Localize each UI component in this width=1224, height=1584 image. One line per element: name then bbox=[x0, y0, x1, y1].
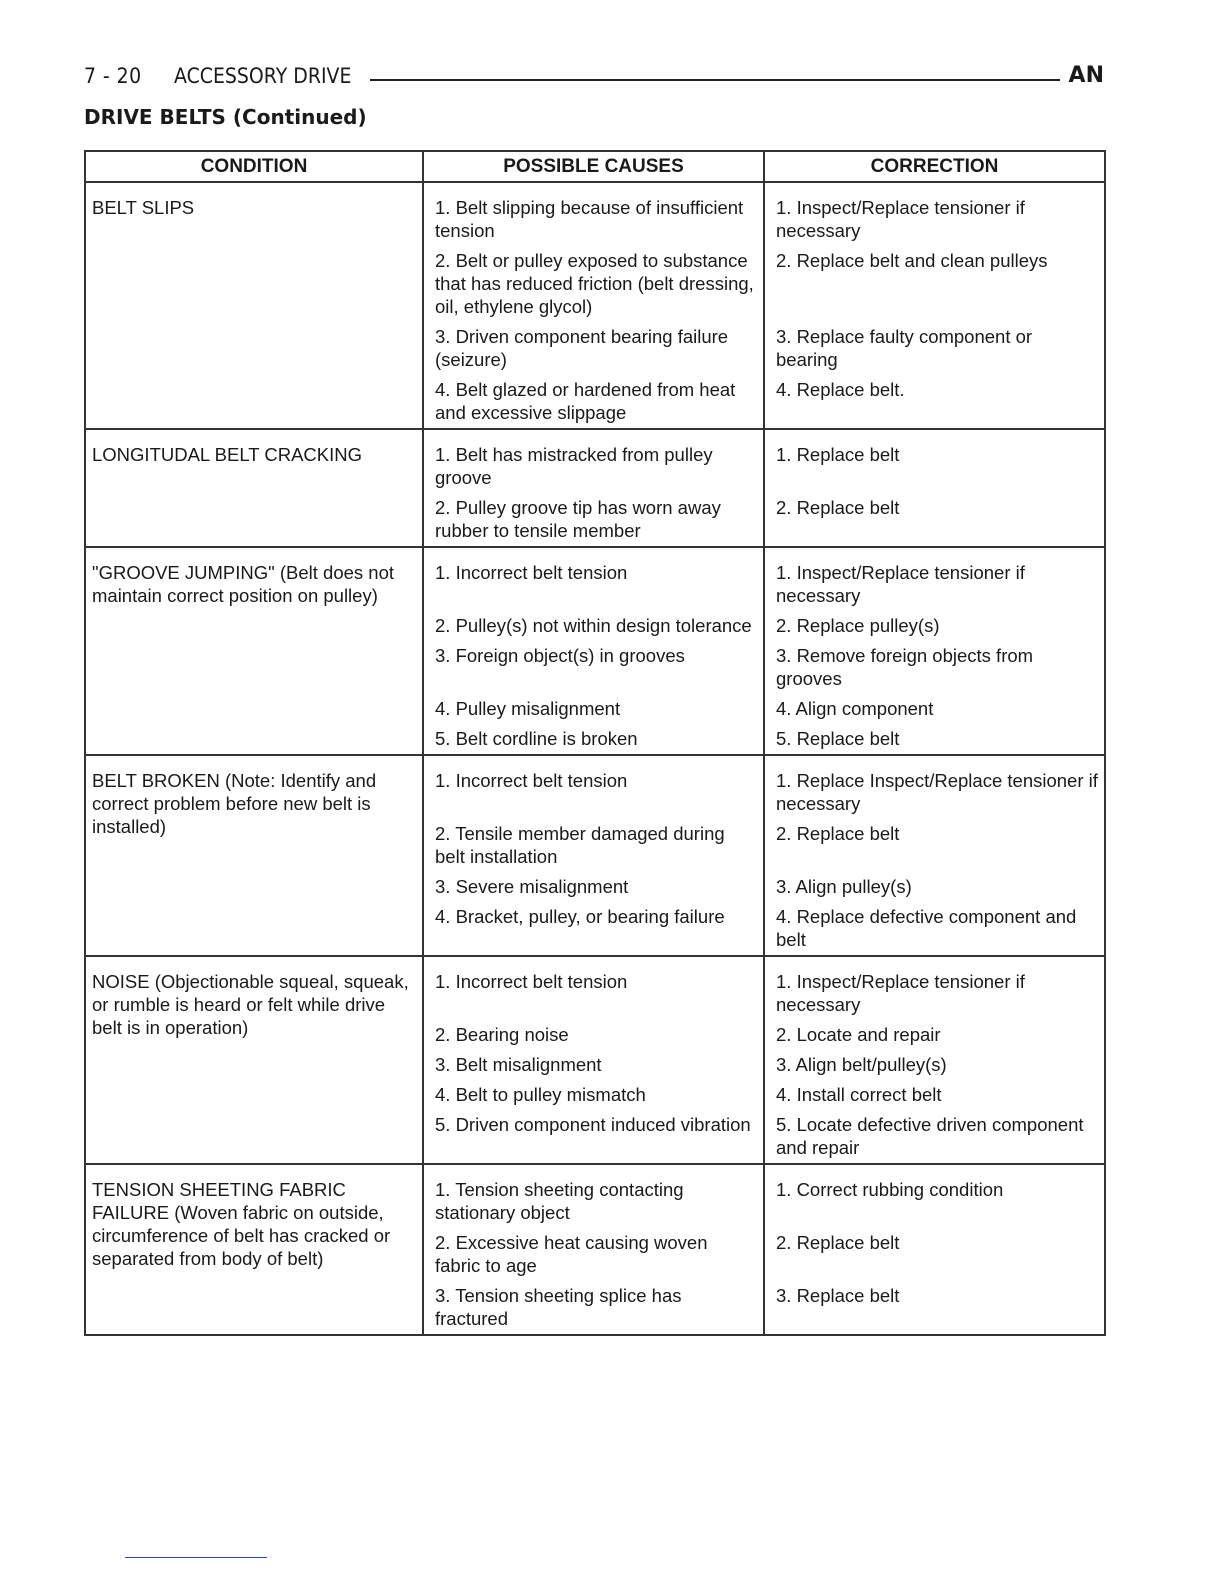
table-row bbox=[85, 182, 1105, 429]
correction-cell bbox=[764, 1164, 1105, 1335]
correction-item: 2. Locate and repair bbox=[776, 1024, 941, 1045]
table-body bbox=[85, 182, 1105, 1335]
causes-cell bbox=[423, 1164, 764, 1335]
correction-item: 2. Replace belt bbox=[776, 823, 900, 844]
correction-cell bbox=[764, 547, 1105, 755]
cause-item: 2. Belt or pulley exposed to substance that has reduced friction (belt dressing, oil, ethylene glycol) bbox=[435, 250, 754, 317]
table-row bbox=[85, 429, 1105, 547]
table-row bbox=[85, 755, 1105, 956]
correction-item: 4. Align component bbox=[776, 698, 934, 719]
correction-item: 3. Replace belt bbox=[776, 1285, 900, 1306]
table-header-row bbox=[85, 151, 1105, 182]
correction-item: 4. Install correct belt bbox=[776, 1084, 942, 1105]
correction-cell bbox=[764, 429, 1105, 547]
causes-cell bbox=[423, 755, 764, 956]
table-row bbox=[85, 1164, 1105, 1335]
header-rule bbox=[370, 79, 1060, 81]
cause-item: 5. Belt cordline is broken bbox=[435, 728, 638, 749]
causes-cell bbox=[423, 547, 764, 755]
correction-cell bbox=[764, 956, 1105, 1164]
page-number: 7 - 20 bbox=[84, 64, 142, 88]
correction-item: 4. Replace belt. bbox=[776, 379, 905, 400]
cause-item: 1. Incorrect belt tension bbox=[435, 770, 628, 791]
cause-item: 2. Bearing noise bbox=[435, 1024, 569, 1045]
correction-item: 1. Inspect/Replace tensioner if necessary bbox=[776, 197, 1025, 241]
cause-item: 1. Belt has mistracked from pulley groove bbox=[435, 444, 713, 488]
cause-item: 3. Foreign object(s) in grooves bbox=[435, 645, 685, 666]
diagnosis-table bbox=[84, 150, 1106, 1336]
column-header-correction: CORRECTION bbox=[764, 151, 1105, 182]
section-title: DRIVE BELTS (Continued) bbox=[84, 105, 367, 129]
footer-link-line bbox=[125, 1557, 267, 1558]
column-header-condition: CONDITION bbox=[85, 151, 423, 182]
correction-item: 3. Remove foreign objects from grooves bbox=[776, 645, 1034, 689]
correction-cell bbox=[764, 182, 1105, 429]
column-header-causes: POSSIBLE CAUSES bbox=[423, 151, 764, 182]
table-row bbox=[85, 956, 1105, 1164]
cause-item: 3. Tension sheeting splice has fractured bbox=[435, 1285, 682, 1329]
correction-item: 3. Align pulley(s) bbox=[776, 876, 912, 897]
correction-item: 5. Replace belt bbox=[776, 728, 900, 749]
table-row bbox=[85, 547, 1105, 755]
cause-item: 2. Tensile member damaged during belt installation bbox=[435, 823, 725, 867]
cause-item: 4. Belt to pulley mismatch bbox=[435, 1084, 646, 1105]
chapter-title: ACCESSORY DRIVE bbox=[174, 64, 352, 88]
correction-item: 2. Replace belt bbox=[776, 497, 900, 518]
correction-item: 2. Replace belt and clean pulleys bbox=[776, 250, 1048, 271]
condition-cell: "GROOVE JUMPING" (Belt does not maintain correct position on pulley) bbox=[85, 547, 423, 755]
cause-item: 2. Pulley groove tip has worn away rubber to tensile member bbox=[435, 497, 721, 541]
cause-item: 1. Incorrect belt tension bbox=[435, 971, 628, 992]
cause-item: 4. Belt glazed or hardened from heat and excessive slippage bbox=[435, 379, 736, 423]
correction-item: 3. Replace faulty component or bearing bbox=[776, 326, 1033, 370]
cause-item: 1. Incorrect belt tension bbox=[435, 562, 628, 583]
cause-item: 2. Excessive heat causing woven fabric to age bbox=[435, 1232, 708, 1276]
cause-item: 2. Pulley(s) not within design tolerance bbox=[435, 615, 752, 636]
condition-cell: BELT SLIPS bbox=[85, 182, 423, 429]
condition-cell: LONGITUDAL BELT CRACKING bbox=[85, 429, 423, 547]
condition-cell: TENSION SHEETING FABRIC FAILURE (Woven fabric on outside, circumference of belt has cracked or separated from body of belt) bbox=[85, 1164, 423, 1335]
causes-cell bbox=[423, 429, 764, 547]
correction-item: 1. Inspect/Replace tensioner if necessary bbox=[776, 971, 1025, 1015]
cause-item: 3. Driven component bearing failure (seizure) bbox=[435, 326, 729, 370]
correction-item: 1. Inspect/Replace tensioner if necessary bbox=[776, 562, 1025, 606]
correction-item: 5. Locate defective driven component and repair bbox=[776, 1114, 1084, 1158]
correction-item: 1. Replace belt bbox=[776, 444, 900, 465]
page-header bbox=[84, 64, 1104, 94]
cause-item: 5. Driven component induced vibration bbox=[435, 1114, 751, 1135]
causes-cell bbox=[423, 182, 764, 429]
correction-item: 1. Correct rubbing condition bbox=[776, 1179, 1004, 1200]
correction-item: 1. Replace Inspect/Replace tensioner if necessary bbox=[776, 770, 1098, 814]
condition-cell: NOISE (Objectionable squeal, squeak, or rumble is heard or felt while drive belt is in operation) bbox=[85, 956, 423, 1164]
cause-item: 4. Pulley misalignment bbox=[435, 698, 621, 719]
cause-item: 1. Tension sheeting contacting stationary object bbox=[435, 1179, 684, 1223]
correction-item: 2. Replace pulley(s) bbox=[776, 615, 940, 636]
correction-item: 3. Align belt/pulley(s) bbox=[776, 1054, 947, 1075]
causes-cell bbox=[423, 956, 764, 1164]
condition-cell: BELT BROKEN (Note: Identify and correct problem before new belt is installed) bbox=[85, 755, 423, 956]
cause-item: 4. Bracket, pulley, or bearing failure bbox=[435, 906, 725, 927]
brand-code: AN bbox=[1068, 63, 1104, 88]
correction-item: 4. Replace defective component and belt bbox=[776, 906, 1077, 950]
cause-item: 1. Belt slipping because of insufficient tension bbox=[435, 197, 744, 241]
correction-cell bbox=[764, 755, 1105, 956]
correction-item: 2. Replace belt bbox=[776, 1232, 900, 1253]
cause-item: 3. Belt misalignment bbox=[435, 1054, 602, 1075]
cause-item: 3. Severe misalignment bbox=[435, 876, 629, 897]
